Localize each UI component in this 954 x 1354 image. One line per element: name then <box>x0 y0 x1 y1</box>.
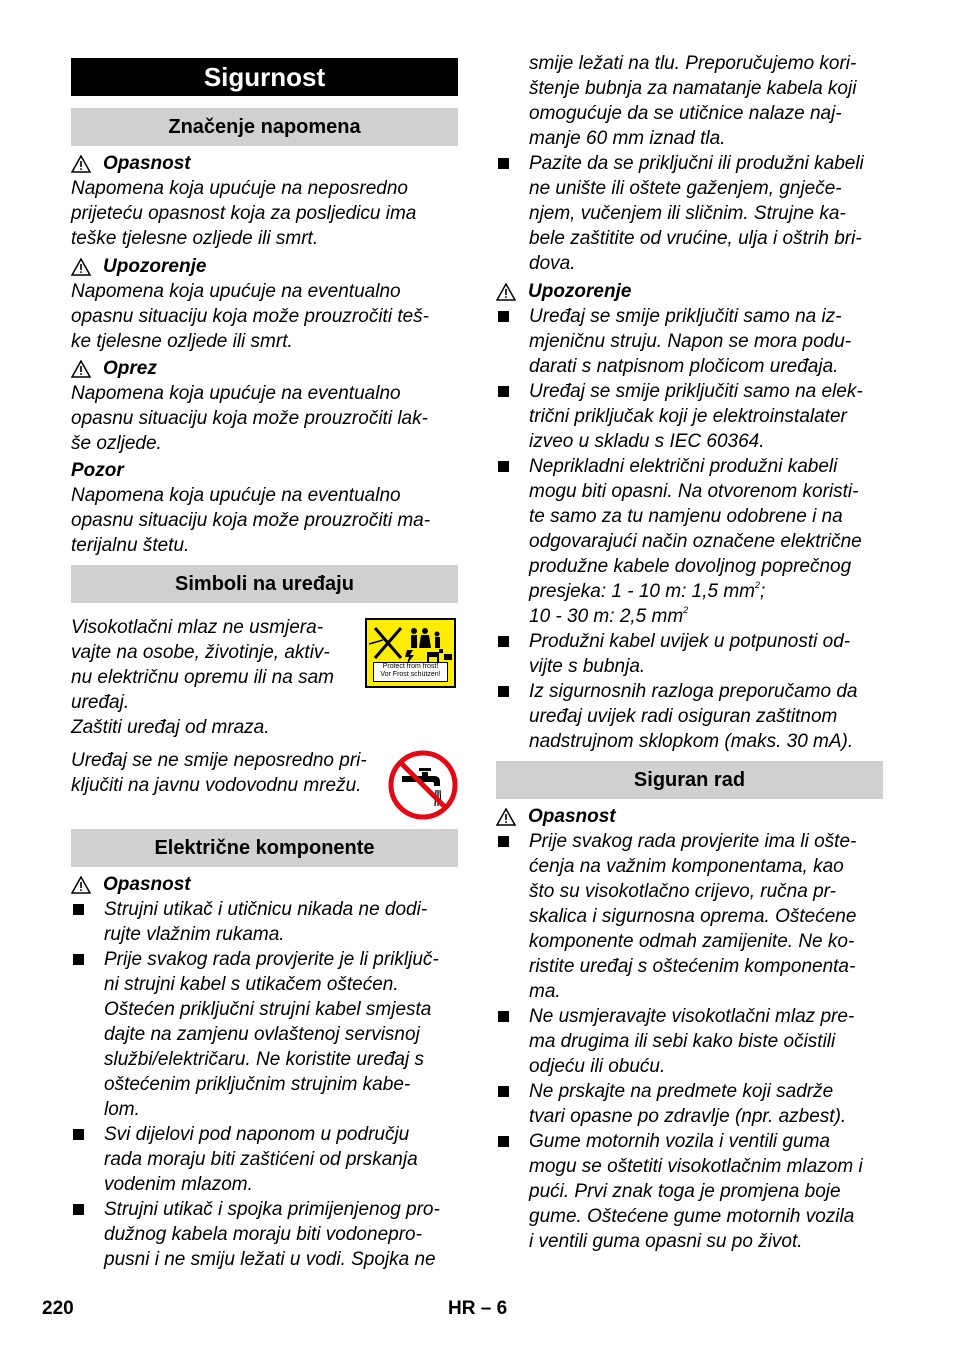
list-item: Ne prskajte na predmete koji sadrže tvari opasne po zdravlje (npr. azbest). <box>529 1081 847 1127</box>
bullet-square <box>498 1086 509 1097</box>
text-opasnost: Napomena koja upućuje na neposredno prijeteću opasnost koja za posljedicu ima teške tjelesne ozljede ili smrt. <box>71 178 417 249</box>
list-item: Neprikladni električni produžni kabeli mogu biti opasni. Na otvorenom koristi- te samo za tu namjenu odobrene i na odgovarajući način označene električne produžne kabele dovoljnog poprečnog presjeka: 1 - 10 m: 1,5 $mm^2$; 10 - 30 m: 2,5 $mm^2$ <box>529 456 862 627</box>
frost-label-text: Protect from frost! Vor Frost schützen! <box>373 662 448 682</box>
bullet-square <box>498 158 509 169</box>
heading-opasnost: Opasnost <box>71 151 191 176</box>
list-item: Uređaj se smije priključiti samo na iz- mjeničnu struju. Napon se mora podu- darati s natpisnom pločicom uređaja. <box>529 306 852 377</box>
heading-opasnost-siguran: Opasnost <box>496 804 616 829</box>
text-upozorenje: Napomena koja upućuje na eventualno opasnu situaciju koja može prouzročiti teš- ke tjelesne ozljede ili smrt. <box>71 281 430 352</box>
page-number: 220 <box>42 1298 74 1319</box>
bullet-square <box>73 954 84 965</box>
bullet-square <box>498 461 509 472</box>
bullet-square <box>498 836 509 847</box>
bullet-square <box>73 1129 84 1140</box>
list-item: Strujni utikač i utičnicu nikada ne dodi- rujte vlažnim rukama. <box>104 899 428 945</box>
list-item: Produžni kabel uvijek u potpunosti od- vijte s bubnja. <box>529 631 851 677</box>
warning-triangle-icon <box>496 808 516 826</box>
text-pozor: Napomena koja upućuje na eventualno opasnu situaciju koja može prouzročiti ma- terijalnu štetu. <box>71 485 431 556</box>
list-item: Iz sigurnosnih razloga preporučamo da uređaj uvijek radi osiguran zaštitnom nadstrujnom sklopkom (maks. 30 mA). <box>529 681 858 752</box>
bullet-square <box>498 1011 509 1022</box>
list-item: Pazite da se priključni ili produžni kabeli ne unište ili oštete gaženjem, gnječe- njem, vučenjem ili sličnim. Strujne ka- bele zaštitite od vrućine, ulja i oštrih bri- dova. <box>529 153 864 274</box>
device-warning-label <box>365 618 456 688</box>
list-item: Prije svakog rada provjerite ima li ošte- ćenja na važnim komponentama, kao što su visokotlačno crijevo, ručna pr- skalica i sigurnosna oprema. Oštećene komponente odmah zamijenite. Ne ko- ristite uređaj s oštećenim komponenta- ma. <box>529 831 857 1002</box>
no-water-connection-icon <box>388 750 458 820</box>
warning-triangle-icon <box>71 360 91 378</box>
page-title: Sigurnost <box>71 58 458 96</box>
heading-opasnost-elektricne: Opasnost <box>71 872 191 897</box>
no-spray-symbols-icon <box>367 622 454 666</box>
bullet-square <box>498 311 509 322</box>
heading-pozor: Pozor <box>71 460 124 481</box>
text-oprez: Napomena koja upućuje na eventualno opasnu situaciju koja može prouzročiti lak- še ozljede. <box>71 383 428 454</box>
bullet-square <box>498 1136 509 1147</box>
section-heading-simboli: Simboli na uređaju <box>71 565 458 603</box>
text-symbol-jet: Visokotlačni mlaz ne usmjera- vajte na osobe, životinje, aktiv- nu električnu opremu ili na sam uređaj. Zaštiti uređaj od mraza. <box>71 617 334 738</box>
bullet-square <box>498 636 509 647</box>
list-item: Svi dijelovi pod naponom u području rada moraju biti zaštićeni od prskanja vodenim mlazom. <box>104 1124 418 1195</box>
bullet-square <box>73 1204 84 1215</box>
heading-upozorenje: Upozorenje <box>71 254 206 279</box>
list-item: Gume motornih vozila i ventili guma mogu se oštetiti visokotlačnim mlazom i pući. Prvi znak toga je promjena boje gume. Oštećene gume motornih vozila i ventili guma opasni su po život. <box>529 1131 863 1252</box>
heading-upozorenje-right: Upozorenje <box>496 279 631 304</box>
section-heading-znacenje: Značenje napomena <box>71 108 458 146</box>
list-item: Ne usmjeravajte visokotlačni mlaz pre- ma drugima ili sebi kako biste očistili odjeću ili obuću. <box>529 1006 855 1077</box>
list-item: Strujni utikač i spojka primijenjenog pro- dužnog kabela moraju biti vodonepro- pusni i ne smiju ležati u vodi. Spojka ne <box>104 1199 440 1270</box>
warning-triangle-icon <box>71 258 91 276</box>
list-item: Prije svakog rada provjerite je li priključ- ni strujni kabel s utikačem oštećen. Oštećen priključni strujni kabel smjesta dajte na zamjenu ovlaštenoj servisnoj službi/električaru. Ne koristite uređaj s oštećenim priključnim strujnim kabe- lom. <box>104 949 439 1120</box>
section-heading-elektricne: Električne komponente <box>71 829 458 867</box>
section-label: HR – 6 <box>448 1298 508 1319</box>
heading-oprez: Oprez <box>71 356 157 381</box>
warning-triangle-icon <box>71 155 91 173</box>
warning-triangle-icon <box>71 876 91 894</box>
warning-triangle-icon <box>496 283 516 301</box>
bullet-square <box>498 386 509 397</box>
bullet-square <box>73 904 84 915</box>
text-symbol-water: Uređaj se ne smije neposredno pri- ključiti na javnu vodovodnu mrežu. <box>71 750 367 796</box>
list-item: Uređaj se smije priključiti samo na elek- trični priključak koji je elektroinstalater izveo u skladu s IEC 60364. <box>529 381 863 452</box>
section-heading-siguran: Siguran rad <box>496 761 883 799</box>
continued-text: smije ležati na tlu. Preporučujemo kori- štenje bubnja za namatanje kabela koji omogućuje da se utičnice nalaze naj- manje 60 mm iznad tla. <box>529 53 857 149</box>
bullet-square <box>498 686 509 697</box>
